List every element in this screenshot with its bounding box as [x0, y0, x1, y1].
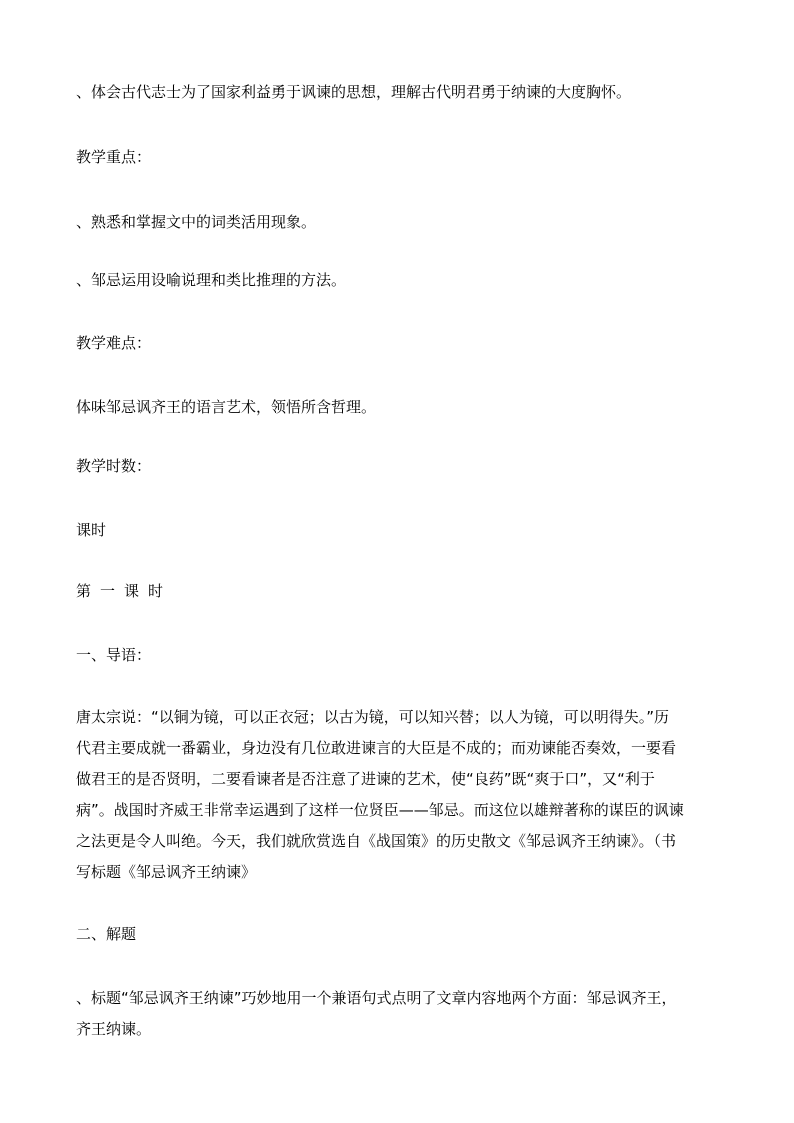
difficulty-heading: 教学难点： — [76, 334, 152, 352]
teaching-objective-3: 、体会古代志士为了国家利益勇于讽谏的思想，理解古代明君勇于纳谏的大度胸怀。 — [76, 83, 632, 101]
intro-line: 病”。战国时齐威王非常幸运遇到了这样一位贤臣——邹忌。而这位以雄辩著称的谋臣的讽谏 — [76, 801, 684, 819]
intro-line: 唐太宗说：“以铜为镜，可以正衣冠；以古为镜，可以知兴替；以人为镜，可以明得失。”历 — [76, 708, 670, 726]
key-point-2: 、邹忌运用设喻说理和类比推理的方法。 — [76, 271, 347, 289]
intro-line: 写标题《邹忌讽齐王纳谏》 — [76, 863, 257, 881]
intro-line: 做君王的是否贤明，二要看谏者是否注意了进谏的艺术，使“良药”既“爽于口”，又“利于 — [76, 770, 655, 788]
title-explanation-line: 齐王纳谏。 — [76, 1020, 152, 1038]
hours-value: 课时 — [76, 521, 107, 539]
intro-line: 之法更是令人叫绝。今天，我们就欣赏选自《战国策》的历史散文《邹忌讽齐王纳谏》。（书 — [76, 832, 677, 850]
title-explanation-paragraph — [76, 983, 718, 1045]
intro-paragraph — [76, 702, 718, 888]
lesson-title: 第一课时 — [76, 582, 173, 600]
hours-heading: 教学时数： — [76, 457, 152, 475]
key-points-heading: 教学重点： — [76, 148, 152, 166]
intro-line: 代君主要成就一番霸业，身边没有几位敢进谏言的大臣是不成的；而劝谏能否奏效，一要看 — [76, 739, 677, 757]
difficulty-1: 体味邹忌讽齐王的语言艺术，领悟所含哲理。 — [76, 398, 377, 416]
key-point-1: 、熟悉和掌握文中的词类活用现象。 — [76, 213, 317, 231]
section-1-heading: 一、导语： — [76, 646, 152, 664]
title-explanation-line: 、标题“邹忌讽齐王纳谏”巧妙地用一个兼语句式点明了文章内容地两个方面：邹忌讽齐王， — [76, 989, 677, 1007]
section-2-heading: 二、解题 — [76, 925, 137, 943]
